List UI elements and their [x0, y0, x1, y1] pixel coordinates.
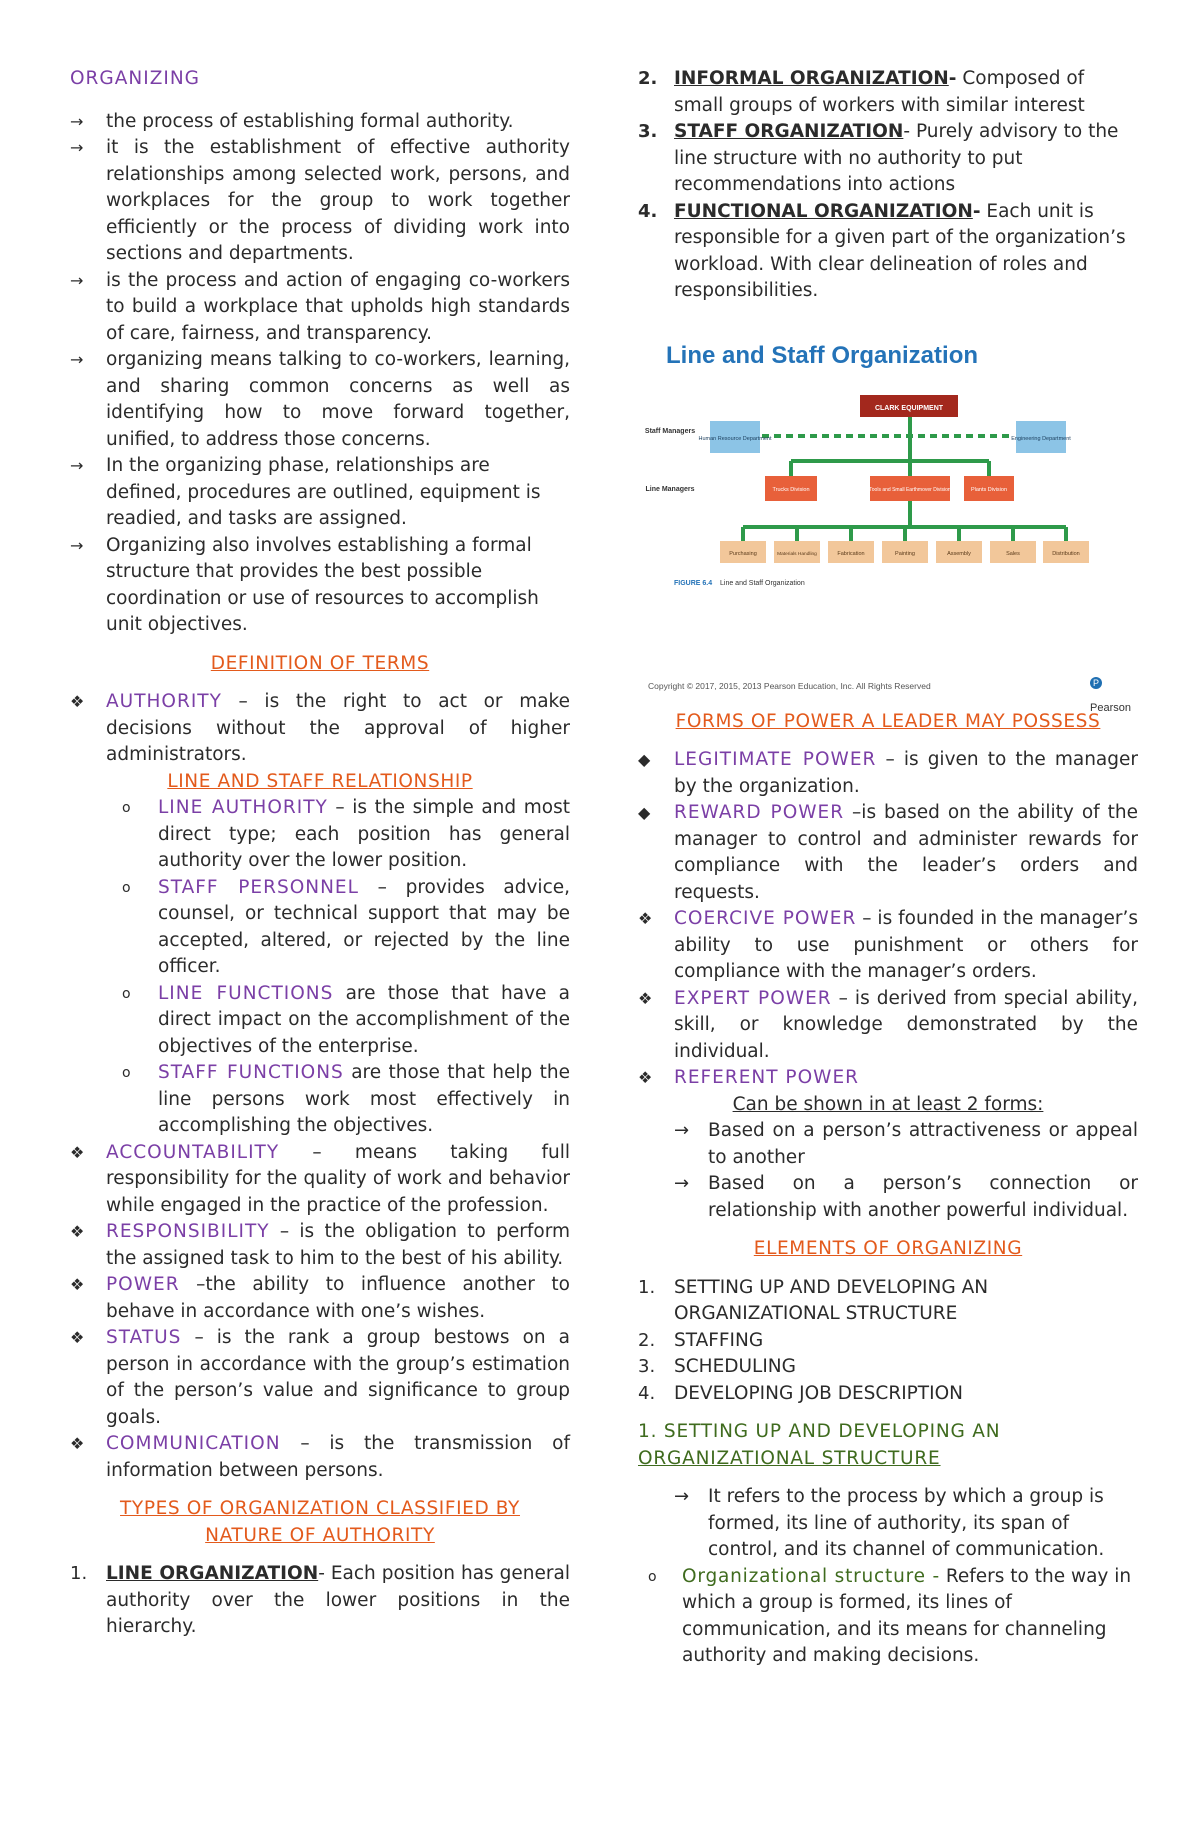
function-label: Purchasing	[729, 550, 757, 557]
list-item: → Based on a person’s connection or relationship with another powerful individual.	[674, 1173, 1138, 1221]
function-label: Materials Handling	[777, 551, 817, 557]
diamond-bullet-icon: ❖	[70, 1275, 85, 1294]
publisher-logo: PPearson	[1090, 677, 1131, 714]
list-item: → Based on a person’s attractiveness or appeal to another	[674, 1120, 1138, 1168]
list-item: o STAFF FUNCTIONS are those that help the line persons work most effectively in accomplishing the objectives.	[122, 1062, 570, 1136]
list-item: → it is the establishment of effective authority relationships among selected work, persons, and workplaces for the group to work together efficiently or the process of dividing work into sections and departments.	[70, 137, 570, 264]
power-title: FORMS OF POWER A LEADER MAY POSSESS	[675, 710, 1101, 732]
function-label: Distribution	[1052, 550, 1080, 557]
list-item: o STAFF PERSONNEL – provides advice, counsel, or technical support that may be accepted, altered, or rejected by the line officer.	[122, 876, 571, 977]
types-title: TYPES OF ORGANIZATION CLASSIFIED BY NATURE OF AUTHORITY	[120, 1498, 520, 1546]
arrow-icon: →	[674, 1120, 690, 1141]
power-referent: ❖ REFERENT POWER	[638, 1065, 1138, 1092]
function-label: Painting	[895, 550, 915, 557]
circle-bullet-icon: o	[122, 879, 131, 896]
function-boxes	[720, 541, 1089, 563]
division-label: Trucks Division	[772, 486, 810, 493]
diamond-bullet-icon: ❖	[70, 692, 85, 711]
diamond-bullet-icon: ❖	[70, 1222, 85, 1241]
definition-power: ❖ POWER –the ability to influence another to behave in accordance with one’s wishes.	[70, 1274, 570, 1322]
diamond-bullet-icon: ❖	[70, 1434, 85, 1453]
type-informal-organization: 2. INFORMAL ORGANIZATION- Composed of small groups of workers with similar interest	[638, 68, 1085, 116]
filled-diamond-icon: ◆	[638, 803, 651, 822]
power-legitimate: ◆ LEGITIMATE POWER – is given to the manager by the organization.	[638, 749, 1138, 797]
list-item: → Organizing also involves establishing a formal structure that provides the best possible coordination or use of resources to accomplish unit objectives.	[70, 534, 539, 635]
diamond-bullet-icon: ❖	[638, 1068, 653, 1087]
power-expert: ❖ EXPERT POWER – is derived from special ability, skill, or knowledge demonstrated by the individual.	[638, 987, 1138, 1062]
org-structure-definition: o Organizational structure - Refers to the way in which a group is formed, its lines of communication, and its means for channeling authority and making decisions.	[648, 1565, 1132, 1666]
diamond-bullet-icon: ❖	[638, 988, 653, 1008]
definition-responsibility: ❖ RESPONSIBILITY – is the obligation to perform the assigned task to him to the best of his ability.	[70, 1221, 570, 1269]
list-item: → organizing means talking to co-workers, learning, and sharing common concerns as well as identifying how to move forward together, unified, to address those concerns.	[70, 349, 570, 450]
power-coercive: ❖ COERCIVE POWER – is founded in the manager’s ability to use punishment or others for compliance with the manager’s orders.	[638, 908, 1138, 982]
diamond-bullet-icon: ❖	[70, 1142, 85, 1162]
arrow-icon: →	[70, 350, 84, 369]
definition-status: ❖ STATUS – is the rank a group bestows on a person in accordance with the group’s estimation of the person’s value and significance to group goals.	[70, 1327, 570, 1428]
arrow-icon: →	[70, 535, 84, 555]
top-box-label: CLARK EQUIPMENT	[874, 404, 944, 412]
list-item: 1. SETTING UP AND DEVELOPING AN ORGANIZATIONAL STRUCTURE	[638, 1276, 989, 1324]
organizing-title: ORGANIZING	[70, 68, 201, 89]
elements-list	[638, 1275, 1138, 1408]
org-chart-figure	[638, 331, 1138, 714]
function-label: Sales	[1006, 550, 1020, 557]
function-label: Assembly	[947, 550, 971, 557]
type-functional-organization: 4. FUNCTIONAL ORGANIZATION- Each unit is responsible for a given part of the organization’s workload. With clear delineation of roles and responsibilities.	[638, 200, 1126, 301]
list-item: 2. STAFFING	[638, 1329, 764, 1351]
line-managers-label: Line Managers	[645, 485, 695, 493]
referent-subtitle: Can be shown in at least 2 forms:	[732, 1093, 1044, 1115]
list-item: → In the organizing phase, relationships are defined, procedures are outlined, equipment is readied, and tasks are assigned.	[70, 455, 541, 529]
right-column	[638, 66, 1138, 1670]
circle-bullet-icon: o	[648, 1568, 657, 1585]
figure-caption-text: Line and Staff Organization	[720, 579, 805, 587]
circle-bullet-icon: o	[122, 800, 131, 816]
staff-box-hr-label: Human Resource Department	[698, 435, 772, 442]
definitions-title: DEFINITION OF TERMS	[210, 652, 430, 674]
division-label: Plants Division	[970, 486, 1008, 493]
definition-authority: ❖ AUTHORITY – is the right to act or make decisions without the approval of higher administrators.	[70, 691, 570, 765]
list-item: o LINE AUTHORITY – is the simple and most direct type; each position has general authority over the lower position.	[122, 797, 570, 871]
diamond-bullet-icon: ❖	[638, 909, 653, 928]
elements-title: ELEMENTS OF ORGANIZING	[753, 1238, 1023, 1259]
list-item: 3. SCHEDULING	[638, 1356, 796, 1377]
list-item: 4. DEVELOPING JOB DESCRIPTION	[638, 1382, 963, 1404]
setup-title: 1. SETTING UP AND DEVELOPING AN ORGANIZATIONAL STRUCTURE	[638, 1421, 1001, 1469]
line-staff-title: LINE AND STAFF RELATIONSHIP	[167, 770, 473, 792]
figure-caption-label: FIGURE 6.4	[674, 579, 713, 587]
arrow-icon: →	[674, 1173, 690, 1194]
arrow-icon: →	[674, 1486, 690, 1507]
type-line-organization: 1. LINE ORGANIZATION- Each position has general authority over the lower positions in the hierarchy.	[70, 1563, 570, 1637]
division-label: Tools and Small Earthmover Division	[869, 486, 951, 493]
definition-communication: ❖ COMMUNICATION – is the transmission of information between persons.	[70, 1433, 570, 1481]
arrow-icon: →	[70, 138, 84, 157]
organizing-bullets	[70, 109, 570, 639]
type-staff-organization: 3. STAFF ORGANIZATION- Purely advisory to the line structure with no authority to put recommendations into actions	[638, 121, 1119, 195]
staff-managers-label: Staff Managers	[644, 427, 696, 435]
list-item: o LINE FUNCTIONS are those that have a direct impact on the accomplishment of the objectives of the enterprise.	[122, 982, 571, 1057]
left-column	[70, 66, 570, 1641]
filled-diamond-icon: ◆	[638, 750, 651, 769]
org-chart-svg	[638, 331, 1138, 661]
figure-copyright: Copyright © 2017, 2015, 2013 Pearson Education, Inc. All Rights Reserved	[648, 680, 931, 691]
list-item: → the process of establishing formal authority.	[70, 109, 570, 136]
setup-bullet: → It refers to the process by which a group is formed, its line of authority, its span of control, and its channel of communication.	[674, 1486, 1105, 1560]
power-reward: ◆ REWARD POWER –is based on the ability of the manager to control and administer rewards for compliance with the leader’s orders and requests.	[638, 802, 1138, 903]
arrow-icon: →	[70, 270, 84, 290]
figure-title: Line and Staff Organization	[666, 341, 979, 369]
arrow-icon: →	[70, 111, 84, 131]
staff-box-engineering-label: Engineering Department	[1011, 435, 1071, 442]
function-label: Fabrication	[837, 550, 865, 557]
circle-bullet-icon: o	[122, 985, 131, 1002]
diamond-bullet-icon: ❖	[70, 1328, 85, 1347]
pearson-logo-icon: P	[1090, 677, 1102, 689]
definition-accountability: ❖ ACCOUNTABILITY – means taking full responsibility for the quality of work and behavior while engaged in the practice of the profession.	[70, 1141, 570, 1216]
list-item: → is the process and action of engaging co-workers to build a workplace that upholds high standards of care, fairness, and transparency.	[70, 269, 570, 344]
circle-bullet-icon: o	[122, 1065, 131, 1081]
arrow-icon: →	[70, 456, 84, 475]
